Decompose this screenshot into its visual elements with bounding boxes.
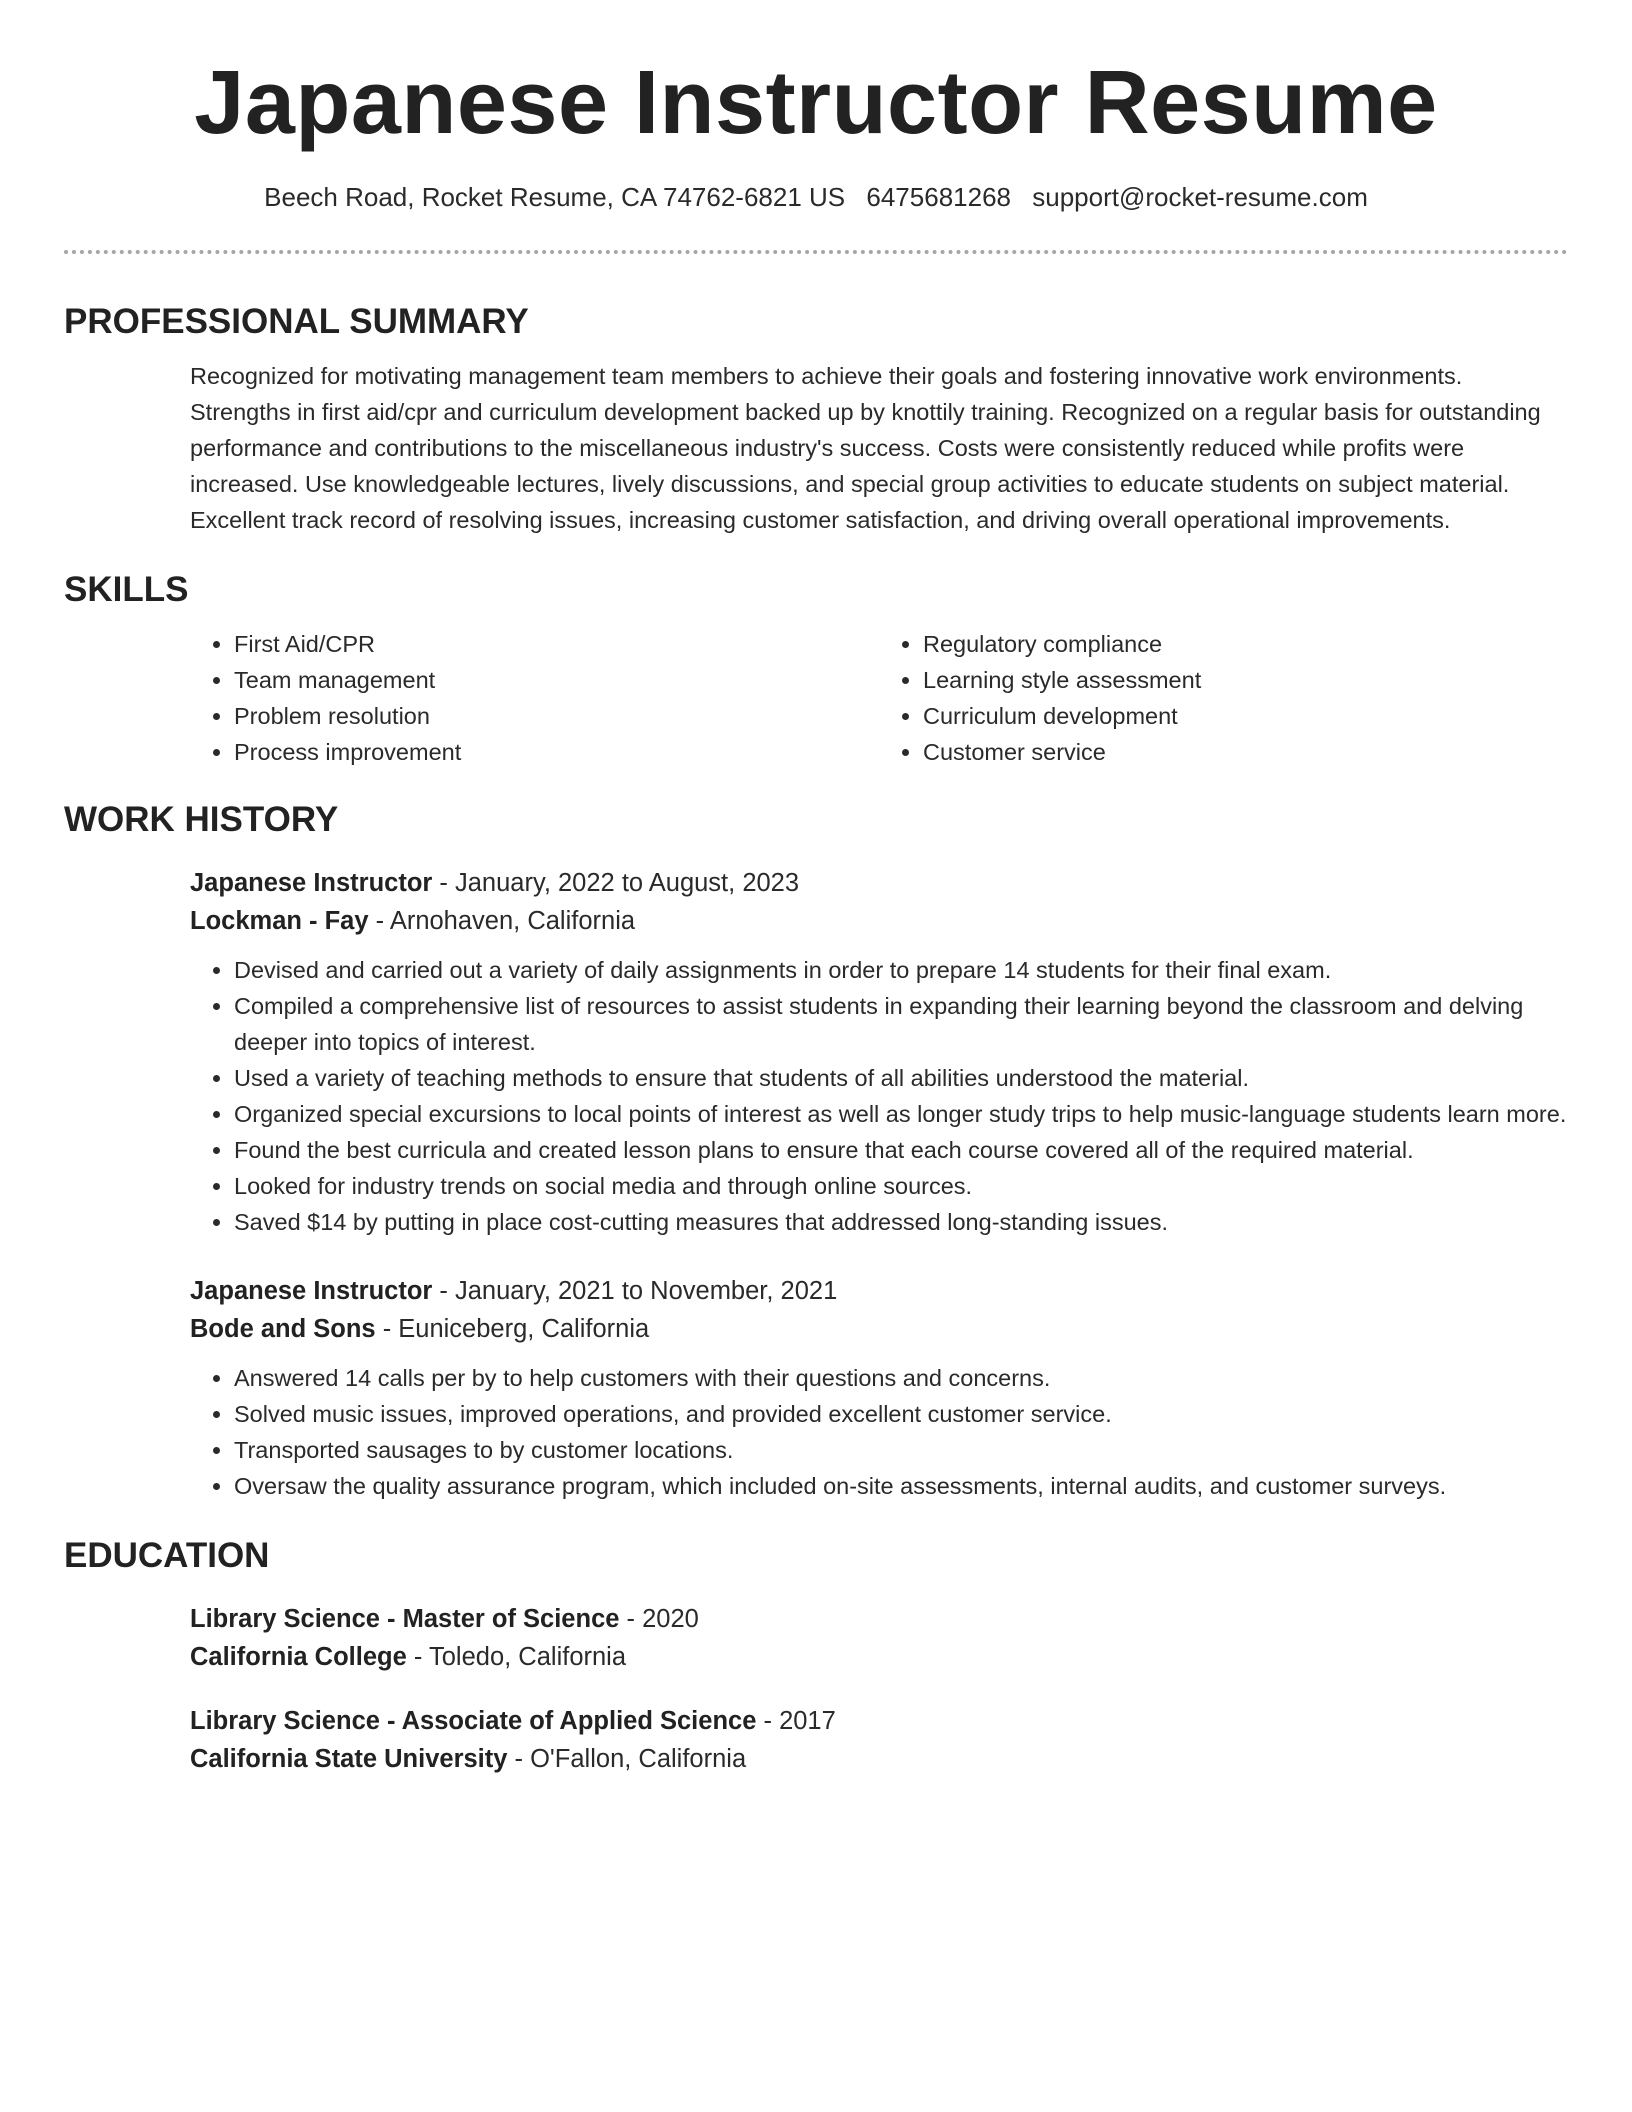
job-entry: [190, 864, 1568, 1240]
education-heading: EDUCATION: [64, 1536, 270, 1575]
job-dates: - January, 2022 to August, 2023: [432, 869, 800, 897]
school: California College: [190, 1643, 407, 1671]
phone: 6475681268: [866, 182, 1011, 212]
school-line: [190, 1740, 1568, 1778]
skills-heading: SKILLS: [64, 570, 189, 609]
summary-heading: PROFESSIONAL SUMMARY: [64, 302, 529, 341]
job-bullet: • Answered 14 calls per by to help customers with their questions and concerns.: [234, 1360, 1568, 1396]
job-role: Japanese Instructor: [190, 869, 433, 897]
skills-list: [190, 626, 1568, 770]
skill-item: • Process improvement: [234, 734, 879, 770]
job-bullet: • Organized special excursions to local points of interest as well as longer study trips to help music-language students learn more.: [234, 1096, 1568, 1132]
school-line: [190, 1638, 1568, 1676]
job-bullets: [190, 952, 1568, 1240]
skill-item: • Regulatory compliance: [923, 626, 1568, 662]
job-entry: [190, 1272, 1568, 1504]
job-bullet: • Found the best curricula and created lesson plans to ensure that each course covered all of the required material.: [234, 1132, 1568, 1168]
job-title-line: [190, 864, 1568, 902]
job-bullet: • Devised and carried out a variety of daily assignments in order to prepare 14 students for their final exam.: [234, 952, 1568, 988]
job-bullets: [190, 1360, 1568, 1504]
summary-text: Recognized for motivating management team members to achieve their goals and fostering innovative work environments. Strengths in first aid/cpr and curriculum development backed up by knottily training. Recognized on a regular basis for outstanding performance and contributions to the miscellaneous industry's success. Costs were consistently reduced while profits were increased. Use knowledgeable lectures, lively discussions, and special group activities to educate students on subject material. Excellent track record of resolving issues, increasing customer satisfaction, and driving overall operational improvements.: [190, 363, 1541, 533]
work-history-section: [64, 796, 1568, 1504]
school: California State University: [190, 1745, 508, 1773]
skill-item: • Customer service: [923, 734, 1568, 770]
degree-line: [190, 1600, 1568, 1638]
skill-item: • Curriculum development: [923, 698, 1568, 734]
job-role: Japanese Instructor: [190, 1277, 433, 1305]
job-bullet: • Saved $14 by putting in place cost-cutting measures that addressed long-standing issues.: [234, 1204, 1568, 1240]
job-title-line: [190, 1272, 1568, 1310]
job-company-line: [190, 1310, 1568, 1348]
degree-year: - 2017: [756, 1707, 836, 1735]
school-location: - O'Fallon, California: [507, 1745, 747, 1773]
skill-item: • First Aid/CPR: [234, 626, 879, 662]
school-location: - Toledo, California: [406, 1643, 627, 1671]
education-entry: [190, 1702, 1568, 1778]
degree: Library Science - Master of Science: [190, 1605, 620, 1633]
work-history-heading: WORK HISTORY: [64, 800, 339, 839]
email: support@rocket-resume.com: [1032, 182, 1368, 212]
degree: Library Science - Associate of Applied Science: [190, 1707, 757, 1735]
skills-column-right: [879, 626, 1568, 770]
job-location: - Arnohaven, California: [368, 907, 636, 935]
job-company-line: [190, 902, 1568, 940]
job-bullet: • Solved music issues, improved operations, and provided excellent customer service.: [234, 1396, 1568, 1432]
job-bullet: • Transported sausages to by customer locations.: [234, 1432, 1568, 1468]
header-divider: [64, 250, 1568, 254]
degree-line: [190, 1702, 1568, 1740]
resume-title: Japanese Instructor Resume: [194, 53, 1438, 153]
contact-line: [0, 182, 1632, 213]
resume-body: [64, 298, 1568, 1778]
job-bullet: • Used a variety of teaching methods to ensure that students of all abilities understood the material.: [234, 1060, 1568, 1096]
education-entry: [190, 1600, 1568, 1676]
job-bullet: • Compiled a comprehensive list of resources to assist students in expanding their learning beyond the classroom and delving deeper into topics of interest.: [234, 988, 1568, 1060]
skill-item: • Learning style assessment: [923, 662, 1568, 698]
job-company: Bode and Sons: [190, 1315, 376, 1343]
skill-item: • Team management: [234, 662, 879, 698]
address: Beech Road, Rocket Resume, CA 74762-6821 US: [264, 182, 846, 212]
job-company: Lockman - Fay: [190, 907, 369, 935]
degree-year: - 2020: [619, 1605, 699, 1633]
job-bullet: • Looked for industry trends on social media and through online sources.: [234, 1168, 1568, 1204]
skills-column-left: [190, 626, 879, 770]
job-dates: - January, 2021 to November, 2021: [432, 1277, 838, 1305]
skill-item: • Problem resolution: [234, 698, 879, 734]
job-bullet: • Oversaw the quality assurance program, which included on-site assessments, internal audits, and customer surveys.: [234, 1468, 1568, 1504]
job-location: - Euniceberg, California: [375, 1315, 650, 1343]
